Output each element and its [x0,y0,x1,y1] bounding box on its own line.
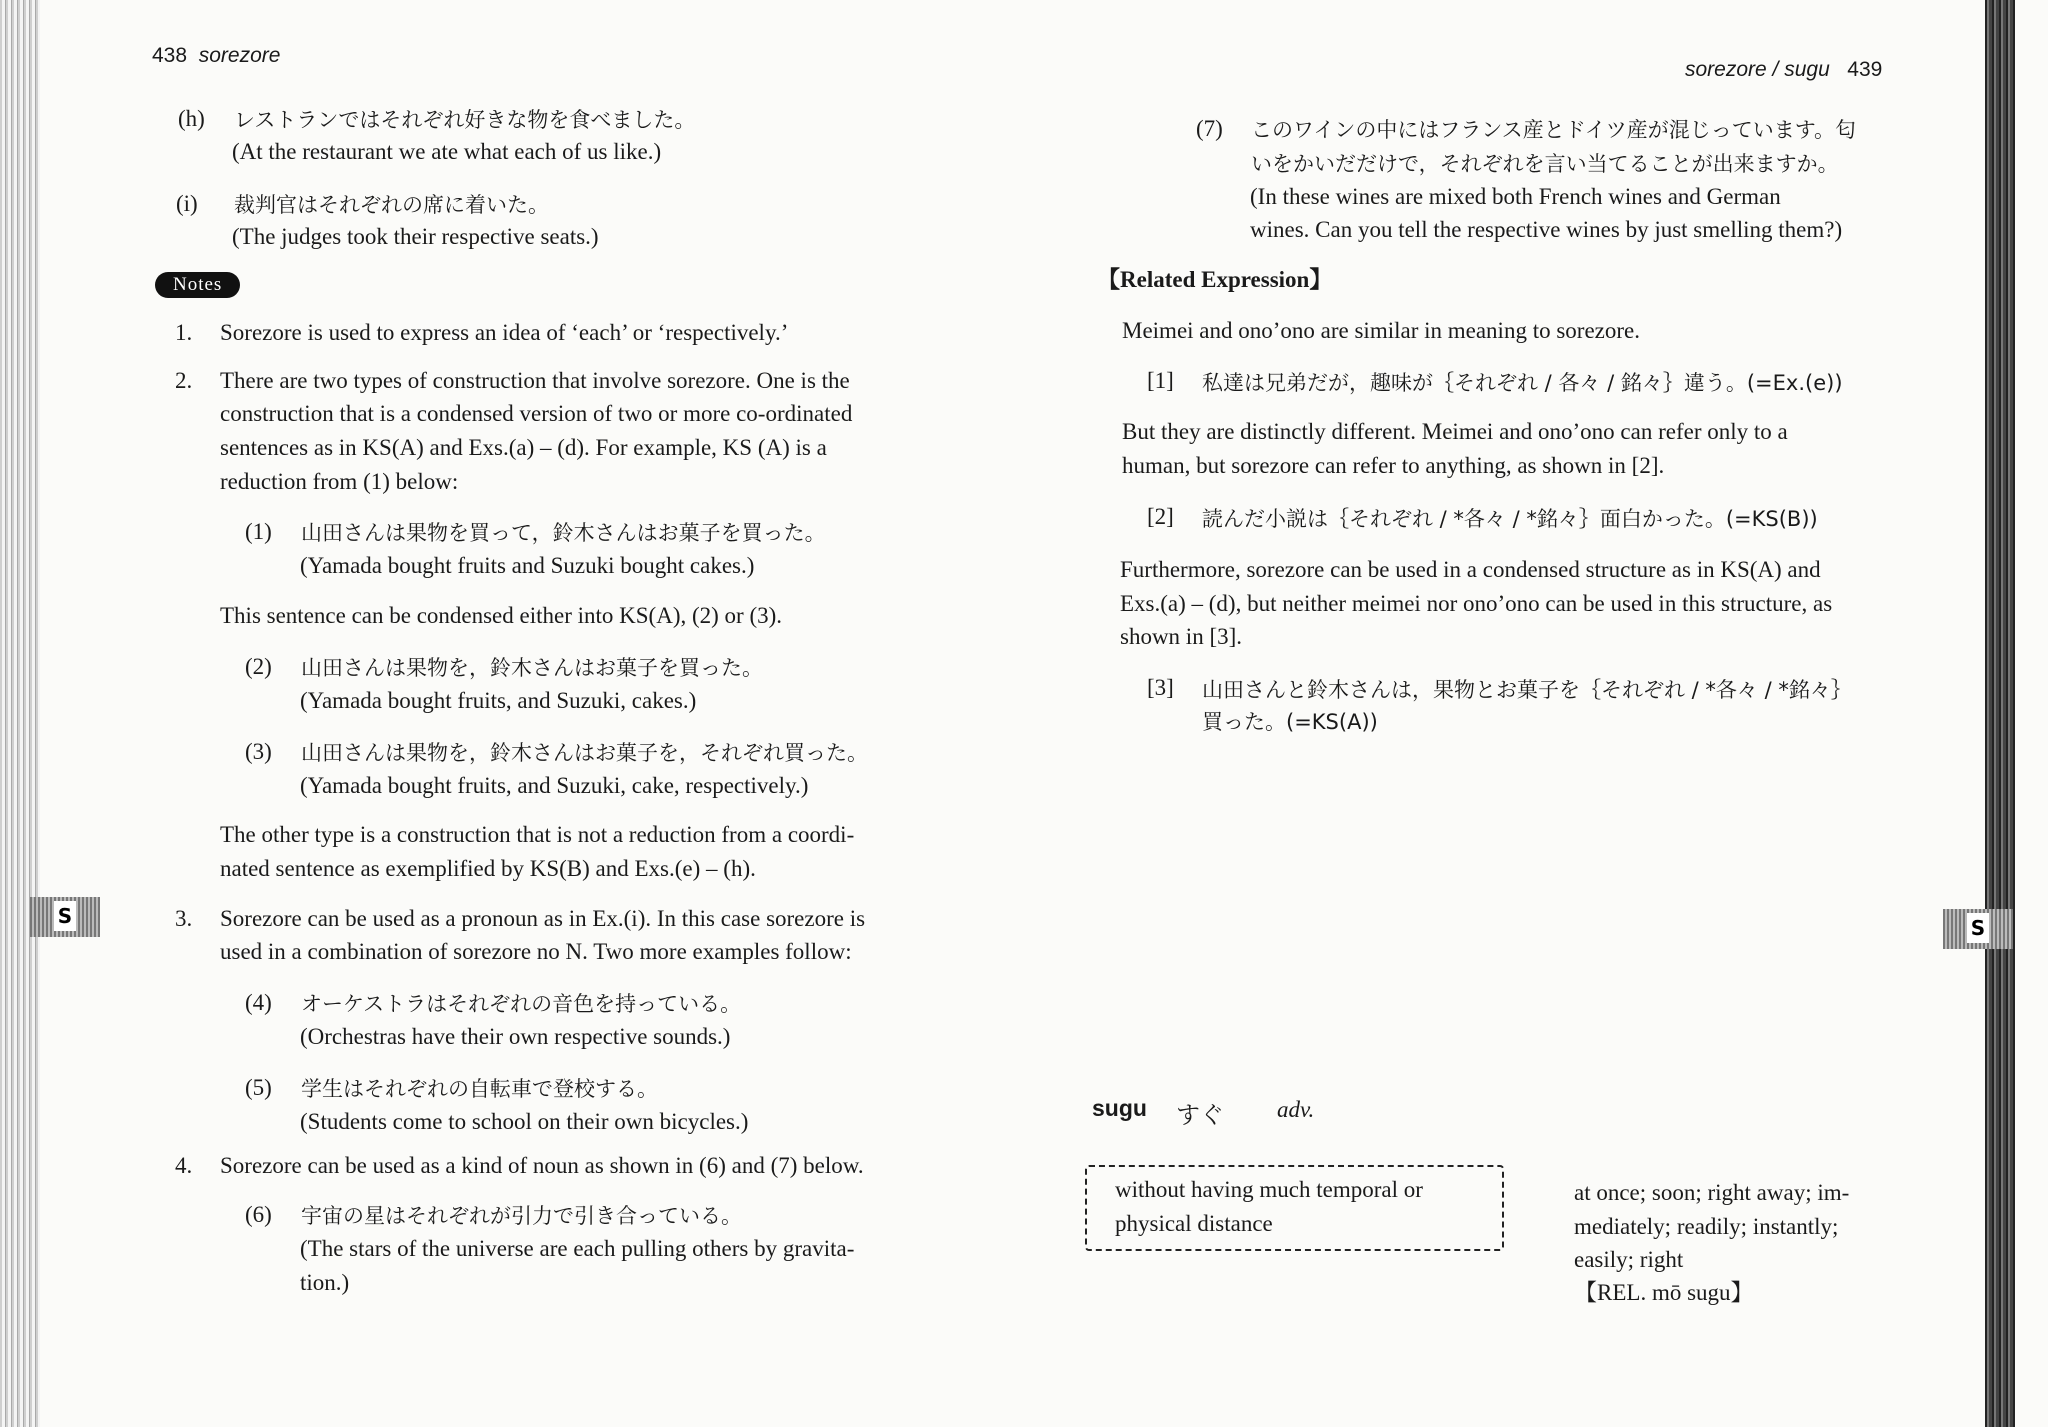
example-5-en: (Students come to school on their own bicycles.) [300,1109,749,1134]
example-7-en: wines. Can you tell the respective wines by just smelling them?) [1250,217,1843,242]
example-2-jp: 山田さんは果物を，鈴木さんはお菓子を買った。 [301,656,763,680]
example-h-label: (h) [178,106,205,131]
related-3-jp: 買った。(=KS(A)) [1202,710,1378,734]
furthermore-line: Furthermore, sorezore can be used in a condensed structure as in KS(A) and [1120,557,1821,582]
definition-line: without having much temporal or [1115,1177,1423,1202]
example-2-label: (2) [245,654,272,679]
related-1-jp: 私達は兄弟だが，趣味が｛それぞれ / 各々 / 銘々｝違う。(=Ex.(e)) [1202,371,1843,395]
related-intro: Meimei and ono’ono are similar in meaning to sorezore. [1122,318,1640,343]
note-3-line: Sorezore can be used as a pronoun as in Ex.(i). In this case sorezore is [220,906,866,931]
left-page-header [152,44,280,68]
related-reference: 【REL. mō sugu】 [1574,1280,1754,1305]
example-4-en: (Orchestras have their own respective sounds.) [300,1024,731,1049]
entry-kana: すぐ [1176,1101,1224,1129]
example-7-jp: このワインの中にはフランス産とドイツ産が混じっています。匂 [1251,118,1857,142]
example-6-jp: 宇宙の星はそれぞれが引力で引き合っている。 [301,1204,742,1228]
other-type-line: The other type is a construction that is not a reduction from a coordi- [220,822,855,847]
example-i-jp: 裁判官はそれぞれの席に着いた。 [234,193,549,217]
notes-badge: Notes [155,272,240,298]
note-4-number: 4. [175,1153,193,1178]
related-2-label: [2] [1147,504,1174,529]
left-page-edge [0,0,40,1427]
right-page-number: 439 [1847,58,1883,81]
note-4-text: Sorezore can be used as a kind of noun as shown in (6) and (7) below. [220,1153,864,1178]
section-tab-letter: S [54,901,76,931]
example-7-jp: いをかいだだけで，それぞれを言い当てることが出来ますか。 [1251,152,1839,176]
note-2-line: construction that is a condensed version of two or more co-ordinated [220,401,853,426]
section-tab-right [1943,909,2013,949]
note-2-number: 2. [175,368,193,393]
example-1-jp: 山田さんは果物を買って，鈴木さんはお菓子を買った。 [301,521,826,545]
gloss-line: at once; soon; right away; im- [1574,1180,1850,1205]
example-1-label: (1) [245,519,272,544]
furthermore-line: Exs.(a) – (d), but neither meimei nor ono’ono can be used in this structure, as [1120,591,1833,616]
example-7-en: (In these wines are mixed both French wines and German [1250,184,1781,209]
note-2-line: There are two types of construction that involve sorezore. One is the [220,368,850,393]
section-tab-letter: S [1967,913,1989,943]
right-page-header [1685,58,1882,82]
note-1-text: Sorezore is used to express an idea of ‘each’ or ‘respectively.’ [220,320,789,345]
definition-line: physical distance [1115,1211,1273,1236]
furthermore-line: shown in [3]. [1120,624,1243,649]
note-3-number: 3. [175,906,193,931]
section-tab-left [30,897,100,937]
note-1-number: 1. [175,320,193,345]
other-type-line: nated sentence as exemplified by KS(B) and Exs.(e) – (h). [220,856,756,881]
example-5-label: (5) [245,1075,272,1100]
entry-part-of-speech: adv. [1277,1097,1315,1122]
distinct-line: human, but sorezore can refer to anything, as shown in [2]. [1122,453,1665,478]
example-i-en: (The judges took their respective seats.) [232,224,599,249]
note-2-line: sentences as in KS(A) and Exs.(a) – (d). For example, KS (A) is a [220,435,827,460]
gloss-line: easily; right [1574,1247,1684,1272]
entry-headword: sugu [1092,1095,1147,1121]
note-3-line: used in a combination of sorezore no N. Two more examples follow: [220,939,852,964]
example-6-en: (The stars of the universe are each pulling others by gravita- [300,1236,855,1261]
example-3-label: (3) [245,739,272,764]
example-h-jp: レストランではそれぞれ好きな物を食べました。 [234,108,696,132]
example-6-label: (6) [245,1202,272,1227]
example-6-en: tion.) [300,1270,350,1295]
example-1-en: (Yamada bought fruits and Suzuki bought cakes.) [300,553,755,578]
example-7-label: (7) [1196,116,1223,141]
right-running-head: sorezore / sugu [1685,58,1830,81]
related-2-jp: 読んだ小説は｛それぞれ / *各々 / *銘々｝面白かった。(=KS(B)) [1202,507,1818,531]
gloss-line: mediately; readily; instantly; [1574,1214,1839,1239]
example-5-jp: 学生はそれぞれの自転車で登校する。 [301,1077,658,1101]
example-2-en: (Yamada bought fruits, and Suzuki, cakes.) [300,688,697,713]
example-3-en: (Yamada bought fruits, and Suzuki, cake, respectively.) [300,773,809,798]
right-page-edge [1985,0,2015,1427]
example-4-jp: オーケストラはそれぞれの音色を持っている。 [301,992,742,1016]
related-expression-heading: 【Related Expression】 [1097,267,1333,292]
distinct-line: But they are distinctly different. Meimei and ono’ono can refer only to a [1122,419,1788,444]
left-page-number: 438 [152,44,188,67]
condensed-sentence: This sentence can be condensed either into KS(A), (2) or (3). [220,603,783,628]
example-h-en: (At the restaurant we ate what each of us like.) [232,139,662,164]
example-3-jp: 山田さんは果物を，鈴木さんはお菓子を，それぞれ買った。 [301,741,868,765]
related-1-label: [1] [1147,368,1174,393]
example-4-label: (4) [245,990,272,1015]
related-3-jp: 山田さんと鈴木さんは，果物とお菓子を｛それぞれ / *各々 / *銘々｝ [1202,678,1852,702]
left-running-head: sorezore [198,44,281,67]
related-3-label: [3] [1147,675,1174,700]
note-2-line: reduction from (1) below: [220,469,459,494]
example-i-label: (i) [176,191,198,216]
